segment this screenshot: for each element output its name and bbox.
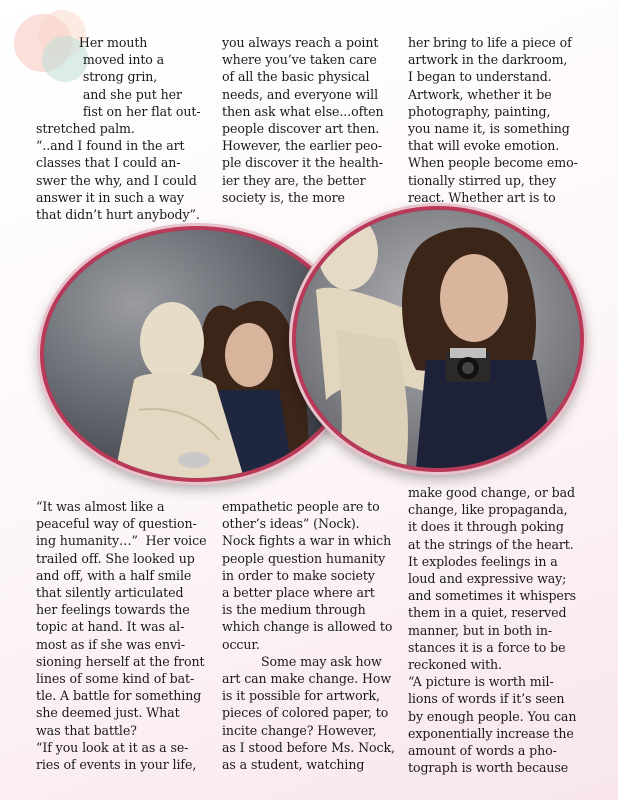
text-line: as I stood before Ms. Nock, <box>222 739 395 755</box>
text-column-top-right <box>408 34 588 206</box>
text-line: ing humanity…” Her voice <box>36 533 207 549</box>
text-line: Her mouth <box>36 35 148 50</box>
text-line: artwork in the darkroom, <box>408 52 568 68</box>
text-line: incite change? However, <box>222 722 377 738</box>
text-line: amount of words a pho- <box>408 743 557 759</box>
text-column-top-middle <box>222 34 402 206</box>
text-line: you name it, is something <box>408 121 570 137</box>
text-line: of all the basic physical <box>222 69 370 85</box>
text-line: and off, with a half smile <box>36 567 192 583</box>
text-line: Artwork, whether it be <box>408 86 552 102</box>
text-line: lions of words if it’s seen <box>408 691 565 707</box>
text-line: ier they are, the better <box>222 172 366 188</box>
text-line: other’s ideas” (Nock). <box>222 516 360 532</box>
text-line: “A picture is worth mil- <box>408 674 554 690</box>
text-line: people discover art then. <box>222 121 380 137</box>
text-line: Nock fights a war in which <box>222 533 392 549</box>
text-line: that silently articulated <box>36 585 184 601</box>
text-line: Some may ask how <box>222 653 382 669</box>
text-column-bottom-left <box>36 498 216 773</box>
text-line: I began to understand. <box>408 69 552 85</box>
text-line: trailed off. She looked up <box>36 550 195 566</box>
text-line: ries of events in your life, <box>36 757 197 773</box>
text-line: and sometimes it whispers <box>408 588 577 604</box>
text-line: stretched palm. <box>36 121 135 137</box>
text-line: classes that I could an- <box>36 155 181 171</box>
text-line: is it possible for artwork, <box>222 688 380 704</box>
text-line: When people become emo- <box>408 155 578 171</box>
text-line: react. Whether art is to <box>408 189 556 205</box>
text-line: photography, painting, <box>408 103 551 119</box>
text-line: lines of some kind of bat- <box>36 671 195 687</box>
text-line: society is, the more <box>222 189 345 205</box>
text-line: loud and expressive way; <box>408 571 567 587</box>
text-line: is the medium through <box>222 602 366 618</box>
text-line: she deemed just. What <box>36 705 180 721</box>
text-line: ple discover it the health- <box>222 155 383 171</box>
text-line: change, like propaganda, <box>408 502 568 518</box>
text-line: art can make change. How <box>222 671 392 687</box>
text-line: needs, and everyone will <box>222 86 378 102</box>
text-line: them in a quiet, reserved <box>408 605 567 621</box>
text-line: empathetic people are to <box>222 499 380 514</box>
text-line: that didn’t hurt anybody”. <box>36 207 200 223</box>
text-line: in order to make society <box>222 567 375 583</box>
text-line: stances it is a force to be <box>408 639 566 655</box>
text-line: “If you look at it as a se- <box>36 739 189 755</box>
text-column-top-left <box>36 34 216 223</box>
text-line: manner, but in both in- <box>408 622 553 638</box>
text-line: at the strings of the heart. <box>408 536 574 552</box>
text-line: pieces of colored paper, to <box>222 705 389 721</box>
text-line: topic at hand. It was al- <box>36 619 185 635</box>
text-line: It explodes feelings in a <box>408 553 558 569</box>
text-line: you always reach a point <box>222 35 379 50</box>
text-line: where you’ve taken care <box>222 52 377 68</box>
text-line: and she put her <box>36 86 182 102</box>
text-line: However, the earlier peo- <box>222 138 383 154</box>
text-line: most as if she was envi- <box>36 636 186 652</box>
text-column-bottom-middle <box>222 498 402 773</box>
text-line: sioning herself at the front <box>36 653 205 669</box>
text-line: occur. <box>222 636 260 652</box>
text-column-bottom-right <box>408 484 588 776</box>
text-line: that will evoke emotion. <box>408 138 560 154</box>
text-line: tle. A battle for something <box>36 688 202 704</box>
text-line: peaceful way of question- <box>36 516 197 532</box>
text-line: reckoned with. <box>408 657 502 673</box>
text-line: by enough people. You can <box>408 708 577 724</box>
text-line: moved into a <box>36 52 165 68</box>
text-line: which change is allowed to <box>222 619 393 635</box>
text-line: swer the why, and I could <box>36 172 197 188</box>
text-line: was that battle? <box>36 722 137 738</box>
text-line: then ask what else...often <box>222 103 384 119</box>
text-line: make good change, or bad <box>408 485 575 500</box>
text-line: “..and I found in the art <box>36 138 185 154</box>
text-line: people question humanity <box>222 550 386 566</box>
text-line: fist on her flat out- <box>36 103 201 119</box>
text-line: her feelings towards the <box>36 602 190 618</box>
text-line: exponentially increase the <box>408 725 574 741</box>
text-line: a better place where art <box>222 585 375 601</box>
text-line: tionally stirred up, they <box>408 172 556 188</box>
text-line: tograph is worth because <box>408 760 569 776</box>
text-line: her bring to life a piece of <box>408 35 572 50</box>
photo-woman-with-mannequin-and-camera <box>292 206 584 472</box>
text-line: answer it in such a way <box>36 189 184 205</box>
text-line: it does it through poking <box>408 519 564 535</box>
text-line: “It was almost like a <box>36 499 165 514</box>
text-line: strong grin, <box>36 69 158 85</box>
text-line: as a student, watching <box>222 757 365 773</box>
